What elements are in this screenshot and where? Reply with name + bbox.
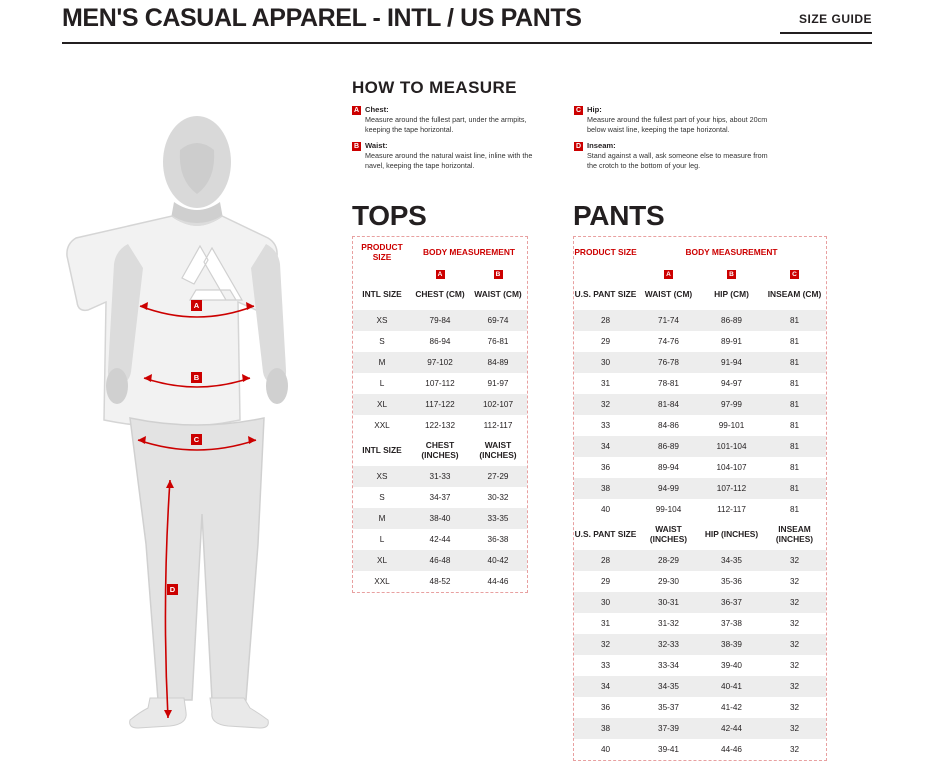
cell-waist: 74-76 (658, 337, 679, 346)
cell-hip: 44-46 (721, 745, 742, 754)
cell-size: 32 (574, 394, 637, 415)
cell-inseam: 32 (789, 661, 800, 670)
cell-hip: 94-97 (721, 379, 742, 388)
tops-group-header-row (353, 237, 527, 267)
cell-inseam: 81 (789, 505, 800, 514)
cell-size: 32 (574, 634, 637, 655)
cell-size: 38 (574, 718, 637, 739)
cell-waist: 33-35 (469, 508, 527, 529)
cell-waist: 34-35 (637, 676, 700, 697)
tag-d-icon: D (575, 143, 582, 151)
tag-b-icon: B (353, 143, 360, 151)
tops-in-header-size: INTL SIZE (362, 445, 402, 456)
tops-cm-header-size: INTL SIZE (362, 289, 402, 300)
cell-inseam: 81 (789, 337, 800, 346)
cell-chest: 86-94 (429, 337, 451, 346)
cell-size: M (353, 352, 411, 373)
cell-hip: 36-37 (700, 592, 763, 613)
page-title: MEN'S CASUAL APPAREL - INTL / US PANTS (62, 4, 582, 32)
cell-chest: 34-37 (429, 493, 451, 502)
table-row (574, 331, 826, 352)
cell-inseam: 81 (789, 463, 800, 472)
tops-size-table (352, 236, 528, 593)
cell-waist: 78-81 (658, 379, 679, 388)
table-row (353, 508, 527, 529)
pants-in-header-hip: HIP (INCHES) (704, 529, 759, 540)
cell-size: XL (353, 394, 411, 415)
cell-inseam: 32 (789, 703, 800, 712)
cell-size: 38 (574, 478, 637, 499)
table-row (574, 457, 826, 478)
cell-waist: 99-104 (655, 505, 682, 514)
tag-c-icon: C (790, 270, 799, 279)
cell-waist: 31-32 (658, 619, 679, 628)
pants-cm-header-hip: HIP (CM) (714, 289, 749, 300)
tops-table (353, 237, 527, 592)
pants-size-table (573, 236, 827, 761)
cell-size: 33 (600, 421, 611, 430)
pants-group-header-row (574, 237, 826, 267)
tag-b-icon: B (727, 270, 736, 279)
cell-hip: 39-40 (721, 661, 742, 670)
cell-waist: 89-94 (658, 463, 679, 472)
cell-hip: 86-89 (700, 310, 763, 331)
cell-size: XS (353, 310, 411, 331)
measure-item-waist-name: Waist: (365, 141, 388, 151)
measure-item-chest-body (365, 105, 550, 134)
cell-inseam: 32 (763, 676, 826, 697)
cell-size: 40 (600, 745, 611, 754)
cell-size: 34 (574, 436, 637, 457)
tops-cm-header-waist: WAIST (CM) (474, 289, 522, 300)
cell-hip: 41-42 (721, 703, 742, 712)
cell-inseam: 32 (763, 550, 826, 571)
pants-cm-header-inseam: INSEAM (CM) (767, 289, 822, 300)
cell-chest: 42-44 (429, 535, 451, 544)
cell-hip: 89-91 (721, 337, 742, 346)
size-guide-divider (780, 32, 872, 34)
table-row (574, 499, 826, 520)
cell-hip: 101-104 (700, 436, 763, 457)
table-row (353, 373, 527, 394)
cell-size: XXL (374, 577, 390, 586)
table-row (353, 394, 527, 415)
measure-item-chest-name: Chest: (365, 105, 389, 114)
pants-letter-a-cell (637, 267, 700, 280)
measure-item-chest-text: Measure around the fullest part, under the armpits, keeping the tape horizontal. (365, 115, 527, 134)
cell-waist: 35-37 (658, 703, 679, 712)
pants-group-header-product-size: PRODUCT SIZE (574, 247, 637, 258)
table-row (353, 331, 527, 352)
cell-hip: 37-38 (721, 619, 742, 628)
table-row (574, 415, 826, 436)
cell-waist: 37-39 (637, 718, 700, 739)
cell-size: XXL (374, 421, 390, 430)
cell-size: 29 (600, 577, 611, 586)
cell-size: M (353, 508, 411, 529)
cell-waist: 71-74 (637, 310, 700, 331)
cell-waist: 33-34 (658, 661, 679, 670)
cell-waist: 102-107 (469, 394, 527, 415)
cell-waist: 29-30 (658, 577, 679, 586)
mannequin-figure (62, 110, 332, 750)
pants-letter-row (574, 267, 826, 280)
table-row (574, 550, 826, 571)
pants-in-header-size: U.S. PANT SIZE (574, 529, 637, 540)
pants-table (574, 237, 826, 760)
cell-inseam: 32 (763, 592, 826, 613)
cell-size: 28 (574, 310, 637, 331)
measure-item-hip-text: Measure around the fullest part of your hips, about 20cm below waist line, keeping the tape horizontal. (587, 115, 768, 134)
pants-cm-header-waist: WAIST (CM) (644, 289, 693, 300)
cell-waist: 94-99 (637, 478, 700, 499)
cell-inseam: 32 (763, 634, 826, 655)
cell-hip: 34-35 (700, 550, 763, 571)
measure-item-hip-name: Hip: (587, 105, 602, 114)
cell-waist: 44-46 (487, 577, 509, 586)
table-row (574, 436, 826, 457)
mannequin-illustration (62, 110, 332, 750)
cell-waist: 39-41 (658, 745, 679, 754)
header-divider (62, 42, 872, 44)
measure-item-inseam-text: Stand against a wall, ask someone else to measure from the crotch to the bottom of your leg. (587, 151, 768, 170)
table-row (353, 466, 527, 487)
size-guide-label: SIZE GUIDE (798, 12, 872, 26)
table-row (574, 676, 826, 697)
tag-a-icon: A (436, 270, 445, 279)
figure-label-c: C (191, 434, 202, 445)
cell-inseam: 32 (789, 619, 800, 628)
cell-inseam: 32 (789, 745, 800, 754)
tops-group-header-body-measurement: BODY MEASUREMENT (423, 247, 515, 258)
table-row (574, 613, 826, 634)
cell-waist: 91-97 (487, 379, 509, 388)
measure-item-hip (574, 105, 772, 134)
how-to-measure-title: HOW TO MEASURE (352, 78, 517, 97)
cell-size: S (379, 337, 385, 346)
table-row (353, 529, 527, 550)
cell-size: 36 (600, 463, 611, 472)
cell-waist: 84-86 (658, 421, 679, 430)
how-to-measure-section (352, 78, 772, 177)
cell-inseam: 32 (789, 577, 800, 586)
measure-item-waist (352, 141, 550, 170)
cell-waist: 112-117 (483, 421, 513, 430)
measure-item-waist-text: Measure around the natural waist line, inline with the navel, keeping the tape horizontal. (365, 151, 533, 170)
table-row (574, 310, 826, 331)
cell-chest: 122-132 (424, 421, 456, 430)
table-row (353, 571, 527, 592)
table-row (574, 718, 826, 739)
table-row (574, 478, 826, 499)
table-row (574, 634, 826, 655)
tops-cm-header-row (353, 280, 527, 310)
table-row (574, 697, 826, 718)
measure-item-inseam-body (587, 141, 772, 170)
figure-label-a: A (191, 300, 202, 311)
cell-chest: 107-112 (425, 379, 455, 388)
cell-size: 30 (574, 352, 637, 373)
tops-inches-header-row (353, 436, 527, 466)
cell-waist: 81-84 (637, 394, 700, 415)
pants-group-header-body-measurement: BODY MEASUREMENT (685, 247, 778, 258)
cell-chest: 38-40 (411, 508, 469, 529)
cell-inseam: 81 (763, 436, 826, 457)
cell-chest: 117-122 (411, 394, 469, 415)
pants-letter-blank (574, 267, 637, 280)
cell-waist: 69-74 (469, 310, 527, 331)
cell-size: L (379, 379, 385, 388)
pants-table-body (574, 237, 826, 760)
pants-letter-b-cell (700, 267, 763, 280)
tops-in-header-waist: WAIST (INCHES) (479, 440, 517, 460)
page-header (0, 0, 934, 52)
table-row (574, 739, 826, 760)
table-row (353, 310, 527, 331)
table-row (574, 592, 826, 613)
measure-item-inseam-name: Inseam: (587, 141, 616, 151)
cell-chest: 46-48 (411, 550, 469, 571)
pants-in-header-waist: WAIST (INCHES) (649, 524, 688, 544)
tops-section-title: TOPS (352, 200, 427, 231)
tops-letter-a-cell (411, 267, 469, 280)
table-row (353, 487, 527, 508)
cell-size: 31 (600, 619, 611, 628)
tag-a-icon: A (664, 270, 673, 279)
tops-table-body (353, 237, 527, 592)
pants-cm-header-size: U.S. PANT SIZE (574, 289, 637, 300)
cell-waist: 28-29 (637, 550, 700, 571)
cell-waist: 36-38 (487, 535, 509, 544)
cell-hip: 42-44 (700, 718, 763, 739)
cell-hip: 104-107 (716, 463, 747, 472)
cell-hip: 35-36 (721, 577, 742, 586)
cell-chest: 97-102 (411, 352, 469, 373)
pants-inches-header-row (574, 520, 826, 550)
cell-inseam: 81 (763, 478, 826, 499)
tag-c-icon: C (575, 107, 582, 114)
cell-size: L (379, 535, 385, 544)
pants-letter-c-cell (763, 267, 826, 280)
tops-letter-blank (353, 267, 411, 280)
cell-hip: 99-101 (718, 421, 745, 430)
pants-in-header-inseam: INSEAM (INCHES) (775, 524, 814, 544)
cell-inseam: 81 (763, 310, 826, 331)
cell-size: XS (353, 466, 411, 487)
table-row (574, 655, 826, 676)
cell-size: 29 (600, 337, 611, 346)
cell-waist: 86-89 (637, 436, 700, 457)
cell-inseam: 81 (789, 379, 800, 388)
cell-waist: 76-81 (487, 337, 509, 346)
cell-chest: 31-33 (411, 466, 469, 487)
measure-item-hip-body (587, 105, 772, 134)
table-row (574, 571, 826, 592)
tops-letter-b-cell (469, 267, 527, 280)
cell-waist: 76-78 (637, 352, 700, 373)
cell-size: 28 (574, 550, 637, 571)
cell-size: 30 (574, 592, 637, 613)
cell-chest: 48-52 (429, 577, 451, 586)
cell-hip: 107-112 (700, 478, 763, 499)
cell-hip: 40-41 (700, 676, 763, 697)
cell-size: 36 (600, 703, 611, 712)
cell-waist: 30-32 (487, 493, 509, 502)
tops-in-header-chest: CHEST (INCHES) (421, 440, 459, 460)
cell-hip: 97-99 (700, 394, 763, 415)
table-row (574, 394, 826, 415)
measure-item-inseam (574, 141, 772, 170)
cell-hip: 112-117 (717, 505, 746, 514)
cell-size: XL (353, 550, 411, 571)
measure-item-chest (352, 105, 550, 134)
table-row (353, 415, 527, 436)
cell-waist: 30-31 (637, 592, 700, 613)
cell-waist: 40-42 (469, 550, 527, 571)
measure-item-waist-body (365, 141, 550, 170)
pants-cm-header-row (574, 280, 826, 310)
tops-cm-header-chest: CHEST (CM) (415, 289, 465, 300)
cell-inseam: 81 (763, 352, 826, 373)
how-to-measure-column-left (352, 105, 550, 177)
cell-waist: 32-33 (637, 634, 700, 655)
pants-section-title: PANTS (573, 200, 665, 231)
table-row (353, 352, 527, 373)
cell-waist: 84-89 (469, 352, 527, 373)
figure-label-b: B (191, 372, 202, 383)
cell-hip: 38-39 (700, 634, 763, 655)
cell-inseam: 81 (763, 394, 826, 415)
tag-b-icon: B (494, 270, 503, 279)
cell-size: 40 (600, 505, 611, 514)
cell-hip: 91-94 (700, 352, 763, 373)
table-row (574, 352, 826, 373)
tag-a-icon: A (353, 107, 360, 114)
figure-label-d: D (167, 584, 178, 595)
table-row (574, 373, 826, 394)
cell-size: 31 (600, 379, 611, 388)
cell-chest: 79-84 (411, 310, 469, 331)
table-row (353, 550, 527, 571)
cell-inseam: 81 (789, 421, 800, 430)
cell-waist: 27-29 (469, 466, 527, 487)
cell-size: S (379, 493, 385, 502)
tops-group-header-product-size: PRODUCT SIZE (361, 242, 403, 262)
how-to-measure-column-right (574, 105, 772, 177)
cell-inseam: 32 (763, 718, 826, 739)
tops-letter-row (353, 267, 527, 280)
cell-size: 33 (600, 661, 611, 670)
cell-size: 34 (574, 676, 637, 697)
